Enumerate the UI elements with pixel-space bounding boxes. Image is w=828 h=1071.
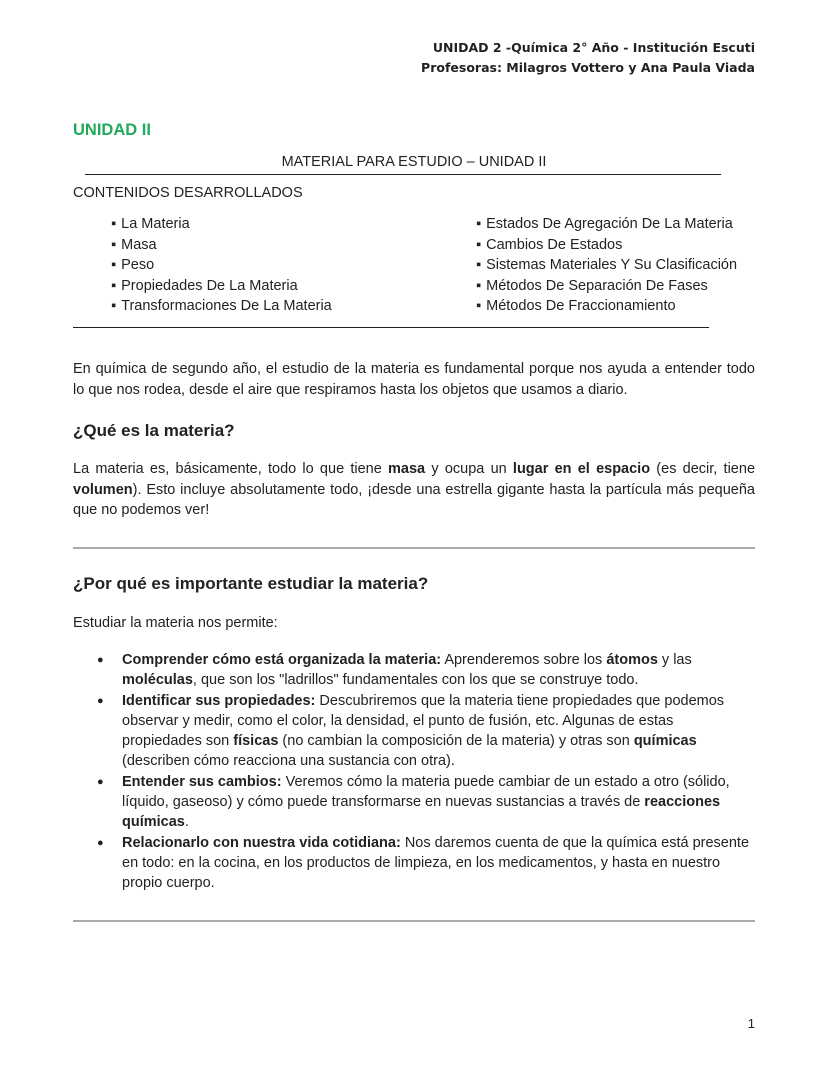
section1-heading: ¿Qué es la materia? (73, 421, 235, 440)
term-lugar-espacio: lugar en el espacio (512, 461, 651, 477)
contents-item: ▪ Sistemas Materiales Y Su Clasificación (476, 255, 737, 276)
section-divider (73, 547, 755, 549)
intro-paragraph: En química de segundo año, el estudio de la materia es fundamental porque nos ayuda a entender todo lo que nos rodea, desde el aire que respiramos hasta los objetos que usamos a diario. (73, 361, 755, 398)
contents-item: ▪ Propiedades De La Materia (111, 276, 332, 297)
list-item: ● Relacionarlo con nuestra vida cotidiana: Nos daremos cuenta de que la química está presente en todo: en la cocina, en los productos de limpieza, en los medicamentos, y hasta en nuestro propio cuerpo. (73, 833, 755, 894)
term-volumen: volumen (73, 481, 133, 498)
list-item: ● Identificar sus propiedades: Descubriremos que la materia tiene propiedades que podemos observar y medir, como el color, la densidad, el punto de fusión, etc. Algunas de estas propiedades son físicas (no cambian la composición de la materia) y otras son químicas (describen cómo reacciona una sustancia con otra). (73, 691, 755, 772)
list-item: ● Comprender cómo está organizada la materia: Aprenderemos sobre los átomos y las moléculas, que son los "ladrillos" fundamentales con los que se construye todo. (73, 650, 755, 691)
contents-item: ▪ Estados De Agregación De La Materia (476, 214, 737, 235)
reasons-list (73, 650, 755, 894)
term-masa: masa (388, 461, 426, 477)
contents-bottom-rule (73, 327, 709, 328)
section2-heading: ¿Por qué es importante estudiar la materia? (73, 574, 429, 593)
contents-item: ▪ Métodos De Fraccionamiento (476, 296, 737, 317)
header-course-line: UNIDAD 2 -Química 2° Año - Institución Escuti (432, 40, 755, 55)
list-item: ● Entender sus cambios: Veremos cómo la materia puede cambiar de un estado a otro (sólido, líquido, gaseoso) y cómo puede transformarse en nuevas sustancias a través de reacciones químicas. (73, 772, 755, 833)
section2-intro: Estudiar la materia nos permite: (73, 615, 278, 631)
contents-item: ▪ Cambios De Estados (476, 235, 737, 256)
contents-list-left (111, 214, 332, 317)
section1-paragraph: La materia es, básicamente, todo lo que tiene masa y ocupa un lugar en el espacio (es decir, tiene volumen). Esto incluye absolutamente todo, ¡desde una estrella gigante hasta la partícula más pequeña que no podemos ver! (73, 461, 756, 518)
header-teachers-line: Profesoras: Milagros Vottero y Ana Paula Viada (421, 60, 755, 75)
contents-item: ▪ Masa (111, 235, 332, 256)
title-underline (85, 174, 721, 175)
contents-item: ▪ La Materia (111, 214, 332, 235)
contents-heading: CONTENIDOS DESARROLLADOS (73, 185, 303, 201)
contents-list-right (476, 214, 737, 317)
contents-item: ▪ Transformaciones De La Materia (111, 296, 332, 317)
contents-item: ▪ Métodos De Separación De Fases (476, 276, 737, 297)
page-header (421, 38, 755, 78)
page-number: 1 (747, 1016, 755, 1031)
unit-title: UNIDAD II (73, 121, 151, 139)
contents-item: ▪ Peso (111, 255, 332, 276)
section-divider (73, 920, 755, 922)
material-title: MATERIAL PARA ESTUDIO – UNIDAD II (281, 154, 547, 170)
